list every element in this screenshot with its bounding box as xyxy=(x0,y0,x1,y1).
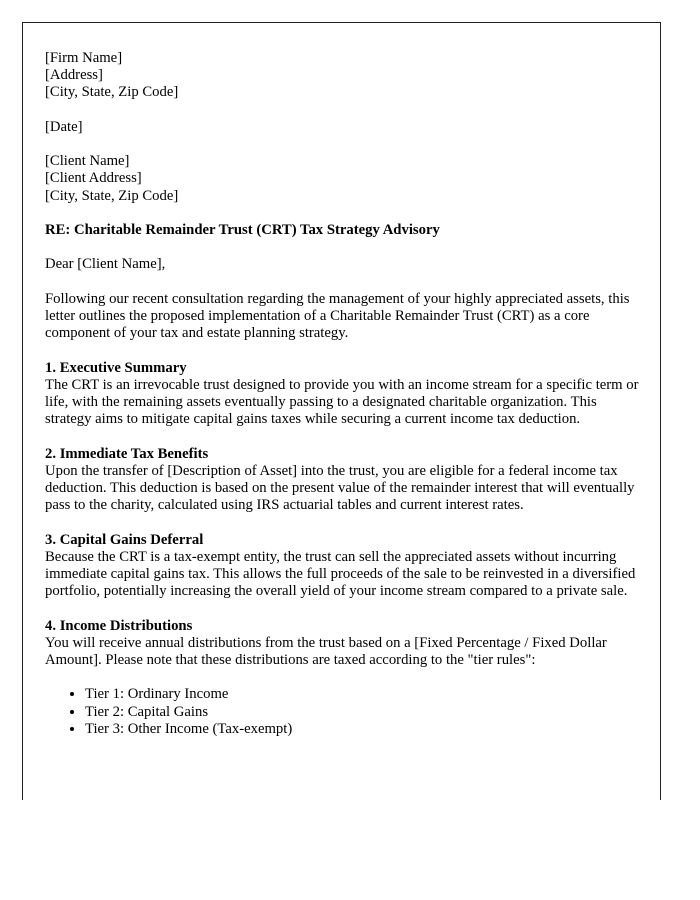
section-heading-capital-gains-deferral: 3. Capital Gains Deferral xyxy=(45,531,204,548)
recipient-address-block xyxy=(45,153,646,205)
spacer xyxy=(45,342,646,359)
sender-street-address: [Address] xyxy=(45,67,103,84)
sender-city-state-zip: [City, State, Zip Code] xyxy=(45,84,179,101)
spacer xyxy=(45,205,646,222)
section-body-income-distributions: You will receive annual distributions from the trust based on a [Fixed Percentage / Fixed Dollar Amount]. Please note that these distributions are taxed according to the "tier rules": xyxy=(45,634,607,668)
recipient-city-state-zip: [City, State, Zip Code] xyxy=(45,187,179,204)
spacer xyxy=(45,669,646,686)
document-page xyxy=(22,22,661,800)
recipient-street-address: [Client Address] xyxy=(45,170,142,187)
spacer xyxy=(45,239,646,256)
list-item: • Tier 1: Ordinary Income xyxy=(85,686,646,703)
spacer xyxy=(45,428,646,445)
salutation: Dear [Client Name], xyxy=(45,256,166,273)
date-block xyxy=(45,119,646,136)
spacer xyxy=(45,274,646,291)
section-body-immediate-tax-benefits: Upon the transfer of [Description of Asset] into the trust, you are eligible for a federal income tax deduction. This deduction is based on the present value of the remainder interest that will eventually pass to the charity, calculated using IRS actuarial tables and current interest rates. xyxy=(45,462,635,514)
section-heading-immediate-tax-benefits: 2. Immediate Tax Benefits xyxy=(45,445,209,462)
section-body-capital-gains-deferral: Because the CRT is a tax-exempt entity, the trust can sell the appreciated assets without incurring immediate capital gains tax. This allows the full proceeds of the sale to be reinvested in a diversified portfolio, potentially increasing the overall yield of your income stream compared to a private sale. xyxy=(45,548,636,600)
section-body-executive-summary: The CRT is an irrevocable trust designed to provide you with an income stream for a specific term or life, with the remaining assets eventually passing to a designated charitable organization. This strategy aims to mitigate capital gains taxes while securing a current income tax deduction. xyxy=(45,376,639,428)
spacer xyxy=(45,136,646,153)
sender-firm-name: [Firm Name] xyxy=(45,50,123,66)
intro-paragraph: Following our recent consultation regarding the management of your highly appreciated assets, this letter outlines the proposed implementation of a Charitable Remainder Trust (CRT) as a core component of your tax and estate planning strategy. xyxy=(45,290,630,342)
list-item: • Tier 2: Capital Gains xyxy=(85,704,646,721)
subject-line: RE: Charitable Remainder Trust (CRT) Tax Strategy Advisory xyxy=(45,221,440,238)
tier-rules-list xyxy=(45,686,646,738)
sender-address-block xyxy=(45,50,646,102)
spacer xyxy=(45,514,646,531)
recipient-name: [Client Name] xyxy=(45,153,130,170)
list-item: • Tier 3: Other Income (Tax-exempt) xyxy=(85,721,646,738)
section-heading-income-distributions: 4. Income Distributions xyxy=(45,617,193,634)
date-line: [Date] xyxy=(45,118,83,135)
section-heading-executive-summary: 1. Executive Summary xyxy=(45,359,187,376)
spacer xyxy=(45,600,646,617)
letter-body xyxy=(45,50,646,738)
spacer xyxy=(45,102,646,119)
